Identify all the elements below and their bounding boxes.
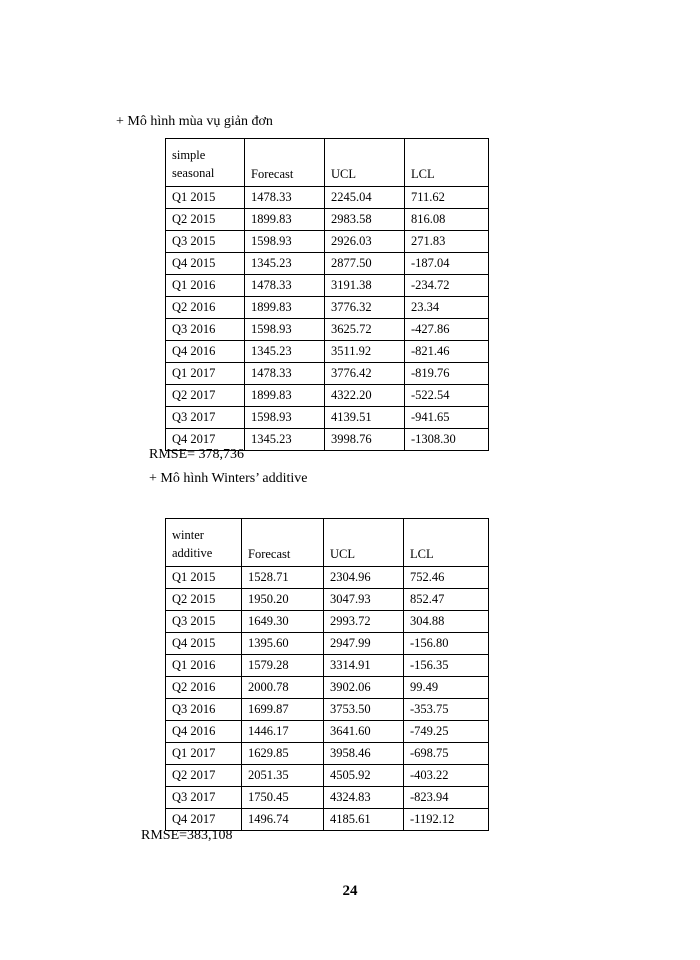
ucl-cell: 3191.38: [325, 275, 405, 297]
quarter-cell: Q4 2015: [166, 633, 242, 655]
quarter-cell: Q2 2016: [166, 297, 245, 319]
quarter-cell: Q1 2016: [166, 655, 242, 677]
lcl-cell: -819.76: [405, 363, 489, 385]
lcl-cell: -823.94: [404, 787, 489, 809]
ucl-cell: 4185.61: [324, 809, 404, 831]
forecast-cell: 1446.17: [242, 721, 324, 743]
table-row: [166, 275, 489, 297]
lcl-cell: -234.72: [405, 275, 489, 297]
quarter-cell: Q2 2015: [166, 209, 245, 231]
forecast-cell: 1395.60: [242, 633, 324, 655]
table-row: [166, 363, 489, 385]
lcl-cell: -522.54: [405, 385, 489, 407]
ucl-cell: 3047.93: [324, 589, 404, 611]
forecast-cell: 1899.83: [245, 385, 325, 407]
header-lcl: LCL: [404, 519, 489, 567]
ucl-cell: 2304.96: [324, 567, 404, 589]
table-row: [166, 209, 489, 231]
quarter-cell: Q3 2017: [166, 787, 242, 809]
quarter-cell: Q2 2015: [166, 589, 242, 611]
table-row: [166, 743, 489, 765]
lcl-cell: -941.65: [405, 407, 489, 429]
lcl-cell: -427.86: [405, 319, 489, 341]
ucl-cell: 3902.06: [324, 677, 404, 699]
ucl-cell: 3625.72: [325, 319, 405, 341]
quarter-cell: Q4 2015: [166, 253, 245, 275]
forecast-cell: 2051.35: [242, 765, 324, 787]
ucl-cell: 3958.46: [324, 743, 404, 765]
header-ucl: UCL: [324, 519, 404, 567]
table-row: [166, 765, 489, 787]
forecast-cell: 1598.93: [245, 407, 325, 429]
ucl-cell: 4322.20: [325, 385, 405, 407]
table-row: [166, 341, 489, 363]
forecast-cell: 1478.33: [245, 363, 325, 385]
forecast-cell: 1345.23: [245, 253, 325, 275]
forecast-cell: 1899.83: [245, 209, 325, 231]
lcl-cell: -353.75: [404, 699, 489, 721]
ucl-cell: 3776.32: [325, 297, 405, 319]
forecast-cell: 1478.33: [245, 187, 325, 209]
quarter-cell: Q4 2016: [166, 721, 242, 743]
section1-heading: + Mô hình mùa vụ giản đơn: [116, 114, 273, 129]
forecast-cell: 1598.93: [245, 319, 325, 341]
quarter-cell: Q1 2015: [166, 187, 245, 209]
table-header-row: [166, 519, 489, 567]
lcl-cell: 852.47: [404, 589, 489, 611]
quarter-cell: Q1 2016: [166, 275, 245, 297]
lcl-cell: -1192.12: [404, 809, 489, 831]
quarter-cell: Q3 2016: [166, 319, 245, 341]
table-row: [166, 677, 489, 699]
lcl-cell: 816.08: [405, 209, 489, 231]
lcl-cell: 711.62: [405, 187, 489, 209]
forecast-cell: 1345.23: [245, 429, 325, 451]
forecast-cell: 1528.71: [242, 567, 324, 589]
table-row: [166, 699, 489, 721]
forecast-cell: 1750.45: [242, 787, 324, 809]
forecast-cell: 1598.93: [245, 231, 325, 253]
quarter-cell: Q2 2016: [166, 677, 242, 699]
header-model-line1: winter: [172, 528, 204, 542]
ucl-cell: 4505.92: [324, 765, 404, 787]
header-ucl: UCL: [325, 139, 405, 187]
lcl-cell: -821.46: [405, 341, 489, 363]
header-model-line1: simple: [172, 148, 206, 162]
ucl-cell: 3776.42: [325, 363, 405, 385]
table-row: [166, 231, 489, 253]
header-model-line2: additive: [172, 546, 213, 560]
table-row: [166, 297, 489, 319]
table-row: [166, 787, 489, 809]
header-model-line2: seasonal: [172, 166, 215, 180]
quarter-cell: Q4 2017: [166, 429, 245, 451]
ucl-cell: 3998.76: [325, 429, 405, 451]
ucl-cell: 2245.04: [325, 187, 405, 209]
lcl-cell: -698.75: [404, 743, 489, 765]
forecast-cell: 1579.28: [242, 655, 324, 677]
winters-additive-table: [165, 518, 489, 831]
ucl-cell: 4139.51: [325, 407, 405, 429]
ucl-cell: 3641.60: [324, 721, 404, 743]
lcl-cell: 304.88: [404, 611, 489, 633]
header-forecast: Forecast: [242, 519, 324, 567]
quarter-cell: Q1 2017: [166, 743, 242, 765]
table-row: [166, 721, 489, 743]
header-forecast: Forecast: [245, 139, 325, 187]
quarter-cell: Q3 2015: [166, 611, 242, 633]
table-row: [166, 187, 489, 209]
forecast-cell: 1699.87: [242, 699, 324, 721]
ucl-cell: 2926.03: [325, 231, 405, 253]
lcl-cell: -403.22: [404, 765, 489, 787]
forecast-cell: 1899.83: [245, 297, 325, 319]
table-row: [166, 253, 489, 275]
forecast-cell: 1496.74: [242, 809, 324, 831]
header-model-cell: [166, 139, 245, 187]
header-lcl: LCL: [405, 139, 489, 187]
quarter-cell: Q4 2016: [166, 341, 245, 363]
quarter-cell: Q1 2017: [166, 363, 245, 385]
ucl-cell: 3314.91: [324, 655, 404, 677]
lcl-cell: 752.46: [404, 567, 489, 589]
quarter-cell: Q4 2017: [166, 809, 242, 831]
quarter-cell: Q1 2015: [166, 567, 242, 589]
ucl-cell: 2877.50: [325, 253, 405, 275]
forecast-cell: 1950.20: [242, 589, 324, 611]
table-row: [166, 633, 489, 655]
lcl-cell: -1308.30: [405, 429, 489, 451]
lcl-cell: -156.80: [404, 633, 489, 655]
simple-seasonal-table: [165, 138, 489, 451]
section2-rmse: RMSE=383,108: [141, 828, 233, 843]
table-row: [166, 655, 489, 677]
ucl-cell: 3753.50: [324, 699, 404, 721]
table-row: [166, 567, 489, 589]
forecast-cell: 1649.30: [242, 611, 324, 633]
quarter-cell: Q3 2016: [166, 699, 242, 721]
header-model-cell: [166, 519, 242, 567]
lcl-cell: 99.49: [404, 677, 489, 699]
table-row: [166, 407, 489, 429]
ucl-cell: 2993.72: [324, 611, 404, 633]
table-row: [166, 589, 489, 611]
forecast-cell: 1345.23: [245, 341, 325, 363]
forecast-cell: 1629.85: [242, 743, 324, 765]
lcl-cell: -156.35: [404, 655, 489, 677]
forecast-cell: 2000.78: [242, 677, 324, 699]
quarter-cell: Q3 2015: [166, 231, 245, 253]
lcl-cell: -749.25: [404, 721, 489, 743]
quarter-cell: Q2 2017: [166, 765, 242, 787]
section2-heading: + Mô hình Winters’ additive: [149, 471, 308, 486]
quarter-cell: Q2 2017: [166, 385, 245, 407]
ucl-cell: 3511.92: [325, 341, 405, 363]
ucl-cell: 4324.83: [324, 787, 404, 809]
table-row: [166, 611, 489, 633]
ucl-cell: 2947.99: [324, 633, 404, 655]
table-row: [166, 319, 489, 341]
page-number: 24: [342, 883, 358, 899]
table-row: [166, 385, 489, 407]
lcl-cell: 23.34: [405, 297, 489, 319]
lcl-cell: 271.83: [405, 231, 489, 253]
table-header-row: [166, 139, 489, 187]
section1-rmse: RMSE= 378,736: [149, 447, 245, 462]
ucl-cell: 2983.58: [325, 209, 405, 231]
lcl-cell: -187.04: [405, 253, 489, 275]
forecast-cell: 1478.33: [245, 275, 325, 297]
quarter-cell: Q3 2017: [166, 407, 245, 429]
